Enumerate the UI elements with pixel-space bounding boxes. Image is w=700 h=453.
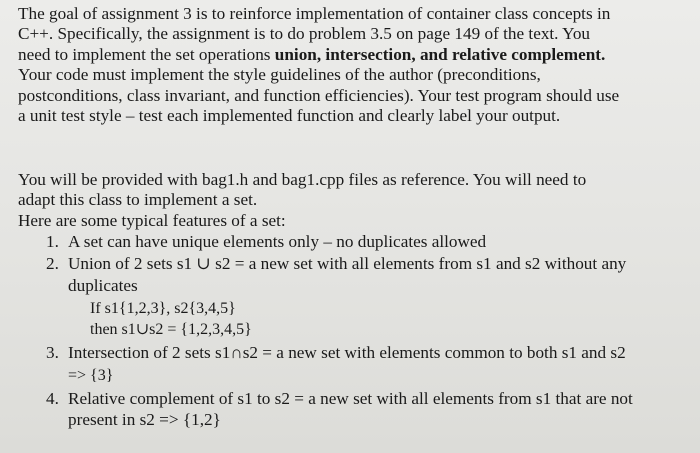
text-line: C++. Specifically, the assignment is to do problem 3.5 on page 149 of the text. You [18, 24, 591, 44]
text-line: Your code must implement the style guidelines of the author (preconditions, [18, 65, 541, 85]
list-continuation: duplicates [68, 276, 138, 295]
list-continuation: present in s2 => {1,2} [68, 410, 221, 429]
list-number: 3. [46, 343, 59, 362]
text-line: Here are some typical features of a set: [18, 210, 286, 230]
text-line: a unit test style – test each implemented function and clearly label your output. [18, 105, 561, 125]
text-line: adapt this class to implement a set. [18, 190, 258, 210]
assignment-goal-paragraph [18, 4, 700, 126]
union-example-line: If s1{1,2,3}, s2{3,4,5} [90, 300, 236, 317]
list-text: Union of 2 sets s1 ∪ s2 = a new set with all elements from s1 and s2 without any [68, 254, 627, 273]
list-text: Intersection of 2 sets s1∩s2 = a new set with elements common to both s1 and s2 [68, 343, 626, 362]
text-line: You will be provided with bag1.h and bag1.cpp files as reference. You will need to [18, 170, 587, 189]
list-number: 1. [46, 232, 59, 251]
bold-operations-text: union, intersection, and relative complement. [274, 44, 606, 64]
union-example-line: then s1∪s2 = {1,2,3,4,5} [90, 321, 252, 338]
list-continuation: => {3} [68, 367, 114, 384]
text-line: postconditions, class invariant, and function efficiencies). Your test program should use [18, 85, 620, 105]
text-span: need to implement the set operations [18, 44, 275, 64]
list-text: A set can have unique elements only – no duplicates allowed [68, 232, 487, 251]
list-number: 2. [46, 254, 59, 273]
list-text: Relative complement of s1 to s2 = a new set with all elements from s1 that are not [68, 389, 633, 408]
set-features-paragraph [18, 170, 700, 231]
list-number: 4. [46, 389, 59, 408]
text-line: The goal of assignment 3 is to reinforce implementation of container class concepts in [18, 4, 611, 23]
text-line [18, 45, 700, 65]
